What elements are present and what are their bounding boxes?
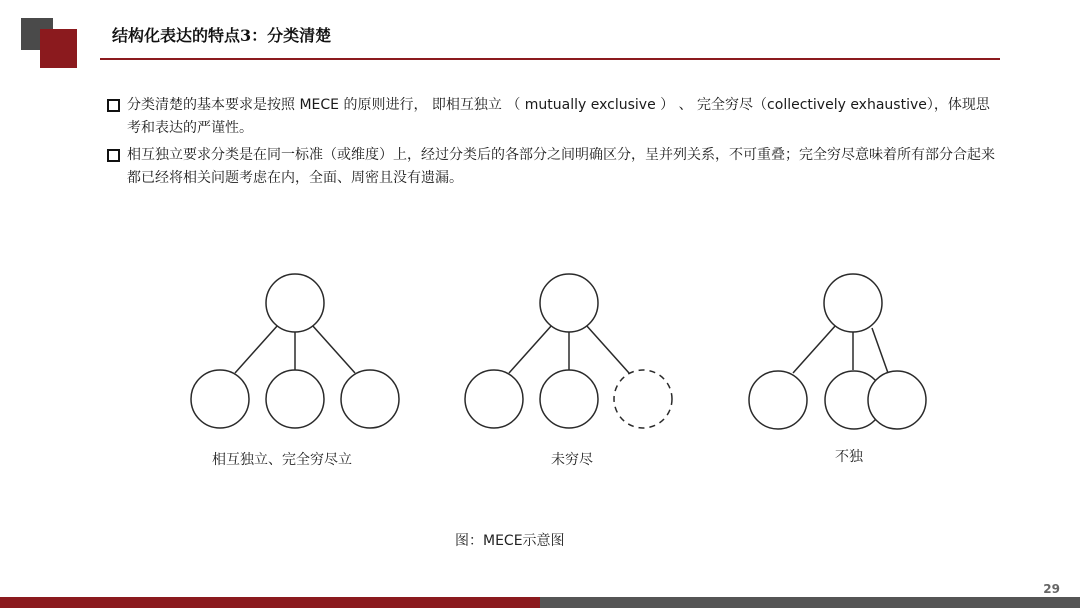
footer-bar-gray [540,597,1080,608]
child-node [266,370,324,428]
bullet-text: 分类清楚的基本要求是按照 MECE 的原则进行， 即相互独立 （ mutually exclusive ） 、 完全穷尽（collectively exhaustive），体现思考和表达的严谨性。 [127,97,990,136]
tree-mutually-exclusive-collectively-exhaustive [191,274,399,428]
footer-bar-red [0,597,540,608]
diagram-label-not-exhaustive: 未穷尽 [551,452,593,468]
bullet-text: 相互独立要求分类是在同一标准（或维度）上，经过分类后的各部分之间明确区分，呈并列关系，不可重叠；完全穷尽意味着所有部分合起来都已经将相关问题考虑在内，全面、周密且没有遗漏。 [127,147,995,186]
diagram-label-mece: 相互独立、完全穷尽立 [212,452,352,468]
parent-node [266,274,324,332]
child-node [341,370,399,428]
tree-not-exhaustive [465,274,672,428]
tree-branch [586,325,629,373]
overlapping-child-node [868,371,926,429]
tree-branch [793,325,836,373]
tree-branch [235,325,278,373]
page-number: 29 [1043,582,1060,596]
tree-branch [312,325,355,373]
child-node [540,370,598,428]
diagram-label-not-exclusive: 不独 [835,449,863,465]
parent-node [540,274,598,332]
child-node [465,370,523,428]
child-node [749,371,807,429]
figure-caption: 图：MECE示意图 [455,533,565,549]
child-node [191,370,249,428]
missing-child-node [614,370,672,428]
parent-node [824,274,882,332]
tree-branch [509,325,552,373]
tree-branch [872,328,888,373]
slide-title: 结构化表达的特点3：分类清楚 [112,26,332,45]
tree-not-mutually-exclusive [749,274,926,429]
